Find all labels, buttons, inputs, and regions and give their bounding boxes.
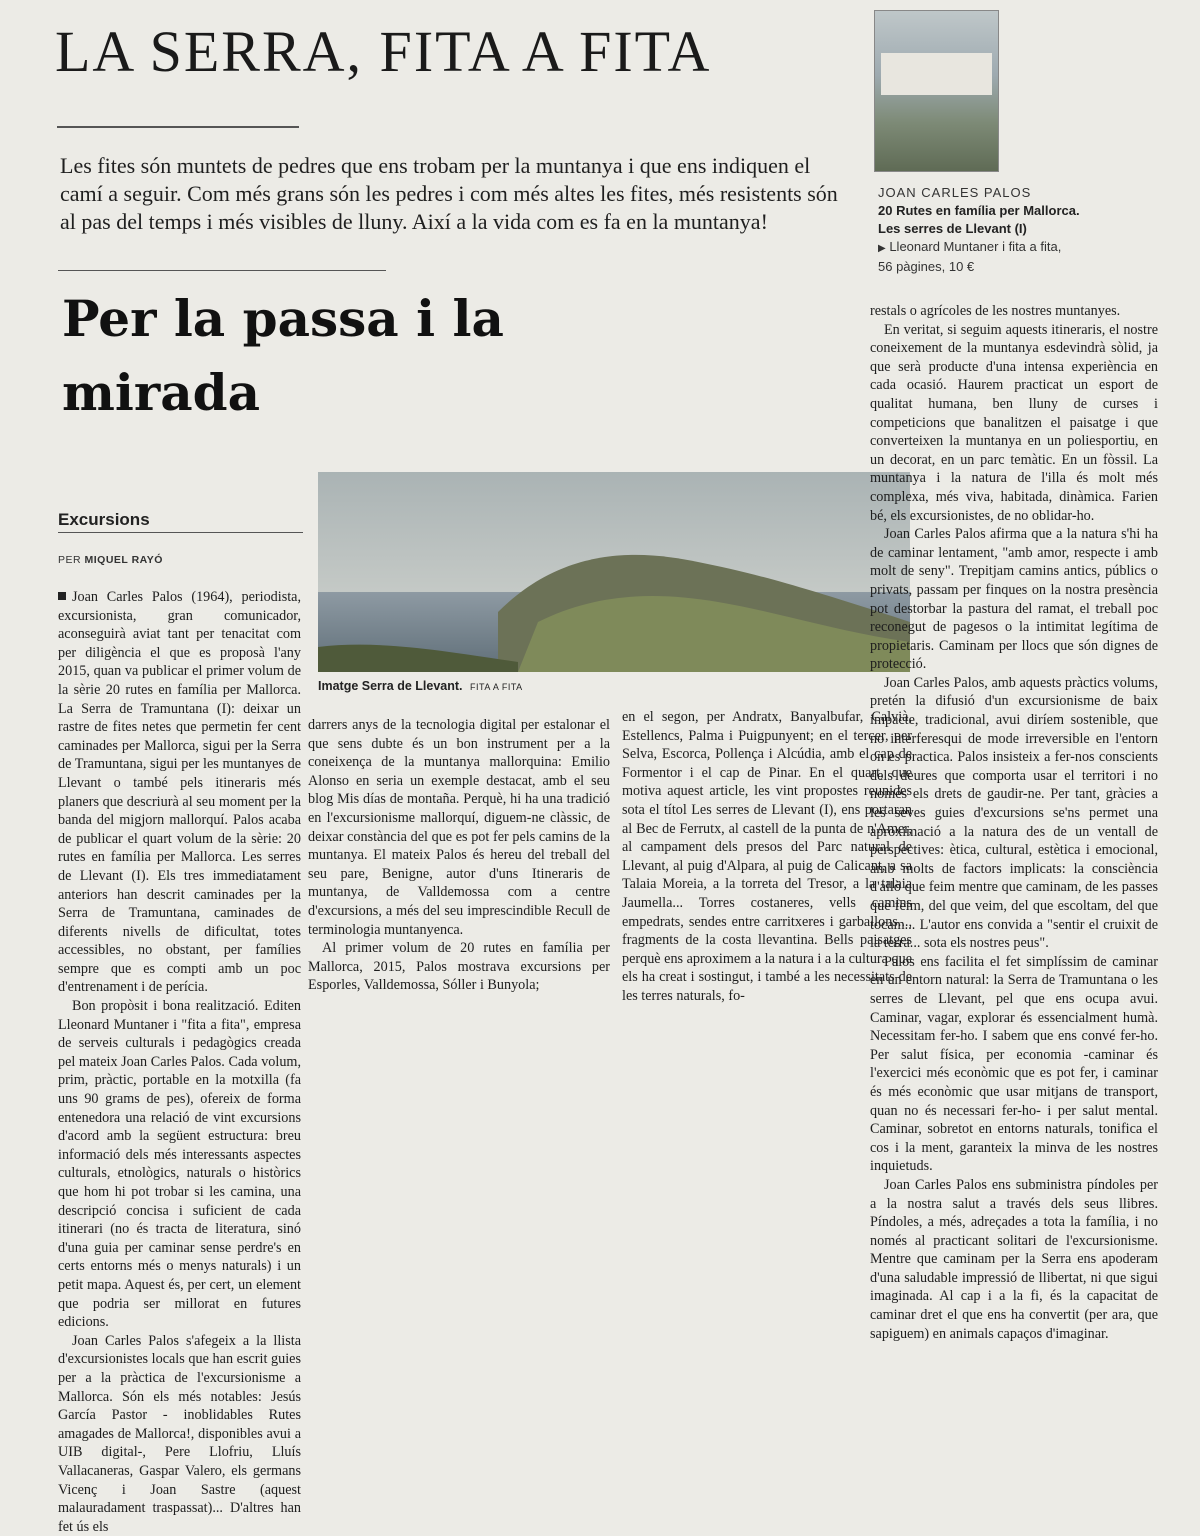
paragraph: Joan Carles Palos afirma que a la natura s'hi ha de caminar lentament, "amb amor, respecte i amb molt de seny". Trepitjam camins antics, públics o privats, passam per finques on la nostra presència pot destorbar la pastura del ramat, el treball poc reconegut de pagesos o la intimitat legítima de propietaris. Caminam per llocs que són dignes de protecció. [870,526,1158,673]
paragraph: En veritat, si seguim aquests itineraris, el nostre coneixement de la muntanya esdevindrà sòlid, ja que serà producte d'una intensa experiència en cada ocasió. Haurem practicat un esport de qualitat humana, ben lluny de curses i competicions que banalitzen el paisatge i que converteixen la muntanya en un poliesportiu, en un decorat, en un parc temàtic. En un fòssil. La muntanya i la natura de l'illa és molt més complexa, més viva, habitada, dinàmica. Farien bé, els excursionistes, de no oblidar-ho. [870,321,1158,524]
square-bullet-icon [58,592,66,600]
article-column-2 [308,716,610,995]
caption-text: Imatge Serra de Llevant. [318,679,463,693]
intro-paragraph: Les fites són muntets de pedres que ens trobam per la muntanya i que ens indiquen el camí a seguir. Com més grans són les pedres i com més altes les fites, més resistents són al pas del temps i més visibles de lluny. Així a la vida com es fa en la muntanya! [60,153,838,234]
title-rule [57,126,299,128]
article-photo [318,472,910,672]
paragraph: Bon propòsit i bona realització. Editen Lleonard Muntaner i "fita a fita", empresa de serveis culturals i pedagògics creada pel mateix Joan Carles Palos. Cada volum, prim, pràctic, portable en la motxilla (fa uns 90 grams de pes), ofereix de forma entenedora una relació de vint excursions d'acord amb la següent estructura: breu informació dels més interessants aspectes culturals, etnològics, naturals o històrics que hom hi pot trobar si les camina, una descripció concisa i suficient de cada itinerari (no és tracta de literatura, sinó d'una guia per caminar sense perdre's en certs entorns més o menys naturals) i un petit mapa. Aquest és, per cert, un element que podria ser millorat en futures edicions. [58,998,301,1331]
byline-prefix: PER [58,554,82,566]
book-publisher [878,238,1158,258]
paragraph: Joan Carles Palos s'afegeix a la llista d'excursionistes locals que han escrit guies per a la pràctica de l'excursionisme a Mallorca. Són els més notables: Jesús García Pastor - inoblidables Rutes amagades de Mallorca!, disponibles avui a UIB digital-, Pere Llofriu, Lluís Vallacaneras, Gaspar Valero, els germans Vicenç i Joan Sastre (aquest malauradament traspassat)... D'altres han fet ús els [58,1332,301,1535]
headline: Per la passa i la mirada [62,289,504,422]
book-cover-image [874,10,999,172]
section-title: LA SERRA, FITA A FITA [55,19,712,84]
triangle-icon: ▶ [878,243,886,254]
kicker-rule [58,532,303,533]
paragraph [58,588,301,997]
book-cover-band [881,53,992,95]
book-details: 56 pàgines, 10 € [878,259,975,274]
byline-author: MIQUEL RAYÓ [84,554,163,566]
intro-rule [58,270,386,271]
book-title-line2: Les serres de Llevant (I) [878,221,1027,236]
article-column-1 [58,588,301,1536]
article-column-4 [870,302,1158,1343]
book-info [878,184,1158,276]
book-publisher-text: Lleonard Muntaner i fita a fita, [889,239,1062,254]
paragraph: Al primer volum de 20 rutes en família per Mallorca, 2015, Palos mostrava excursions per Esporles, Valldemossa, Sóller i Bunyola; [308,940,610,994]
paragraph: Joan Carles Palos ens subministra píndoles per a la nostra salut a través dels seus llibres. Píndoles, a més, adreçades a tota la família, i no només al practicant solitari de l'excursionisme. Mentre que caminam per la Serra ens apoderam d'una saludable impressió de llibertat, ni que sigui imaginada. Al cap i a la fi, és la capacitat de caminar dret el que ens ha convertit (per ara, que sapiguem) en animals capaços d'imaginar. [870,1176,1158,1342]
book-author: JOAN CARLES PALOS [878,185,1032,200]
paragraph: darrers anys de la tecnologia digital per estalonar el que sens dubte és un bon instrument per a la coneixença de la muntanya mallorquina: Emilio Alonso en seria un exemple destacat, amb el seu blog Mis días de montaña. Perquè, hi ha una tradició en l'excursionisme mallorquí, diguem-ne clàssic, de deixar constància del que es pot fer pels camins de la muntanya. El mateix Palos és hereu del treball del seu pare, Benigne, autor d'uns Itineraris de muntanya, de Valldemossa com a centre d'excursions, a més del seu imprescindible Recull de terminologia muntanyenca. [308,717,610,938]
paragraph: Palos ens facilita el fet simplíssim de caminar en un entorn natural: la Serra de Tramuntana o les serres de Llevant, pel que ens ocupa avui. Caminar, vagar, explorar és essencialment humà. Necessitam fer-ho. I sabem que ens convé fer-ho. Per salut física, per economia -caminar és l'exercici més econòmic que es pot fer, i caminar és més econòmic que usar mitjans de transport, quan no és necessari fer-ho- i per salut mental. Caminar, sobretot en entorns naturals, tonifica el cos i la ment, garanteix la minva de les nostres inquietuds. [870,953,1158,1175]
paragraph: restals o agrícoles de les nostres muntanyes. [870,303,1121,319]
byline [58,554,163,566]
paragraph: en el segon, per Andratx, Banyalbufar, Calvià, Estellencs, Palma i Puigpunyent; en el tercer, per Selva, Escorca, Pollença i Alcúdia, amb el cap de Formentor i el cap de Pinar. En el quart, que motiva aquest article, les vint propostes reunides sota el títol Les serres de Llevant (I), ens portaran al Bec de Ferrutx, al castell de la punta de n'Amer, al campament dels presos del Parc natural de Llevant, al puig d'Alpara, al puig de Calicant, a sa Talaia Moreia, a la torreta del Tresor, a la talaia Jaumella... Torres costaneres, vells camins empedrats, sendes entre carritxeres i garballons..., fragments de la costa llevantina. Bells paisatges perquè ens aproximem a la natura i a la cultura que els ha creat i sostingut, i també a les necessitats de les terres naturals, fo- [622,709,912,1004]
photo-caption [318,679,523,693]
photo-credit: FITA A FITA [470,682,523,692]
landscape-photo [318,472,910,672]
paragraph-text: Joan Carles Palos (1964), periodista, excursionista, gran comunicador, aconseguirà aviat tant per tenacitat com per diligència el que es proposà l'any 2015, quan va publicar el primer volum de la sèrie 20 rutes en família per Mallorca. La Serra de Tramuntana (I): deixar un rastre de fites netes que permetin fer cent caminades per Mallorca, sigui per la Serra de Tramuntana, sigui per les muntanyes de Llevant o també pels itineraris més planers que descriurà al seu moment per la banda del migjorn mallorquí. Palos acaba de publicar el quart volum de la sèrie: 20 rutes en família per Mallorca. Les serres de Llevant (I). Els tres immediatament anteriors han descrit caminades per la Serra de Tramuntana, caminades de diferents nivells de dificultat, totes accessibles, no obstant, per famílies sempre que es compti amb un poc d'entrenament i de perícia. [58,589,301,996]
book-title-line1: 20 Rutes en família per Mallorca. [878,203,1080,218]
kicker: Excursions [58,510,150,529]
paragraph: Joan Carles Palos, amb aquests pràctics volums, pretén la difusió d'un excursionisme de baix impacte, tradicional, avui diríem sostenible, que no interferesqui de mode irreversible en l'entorn on es practica. Palos insisteix a fer-nos conscients dels deures que comporta usar el territori i no només els drets de gaudir-ne. Per tant, gràcies a les seves guies d'excursions se'ns permet una aproximació a la natura des de un ventall de perspectives: ètica, cultural, estètica i emocional, amb molts de factors implicats: la consciència d'allò que feim mentre que caminam, de les passes que feim, del que veim, del que escoltam, del que tocam... L'autor ens convida a "sentir el cruixit de la terra... sota els nostres peus". [870,674,1158,952]
article-column-3 [622,708,912,1006]
